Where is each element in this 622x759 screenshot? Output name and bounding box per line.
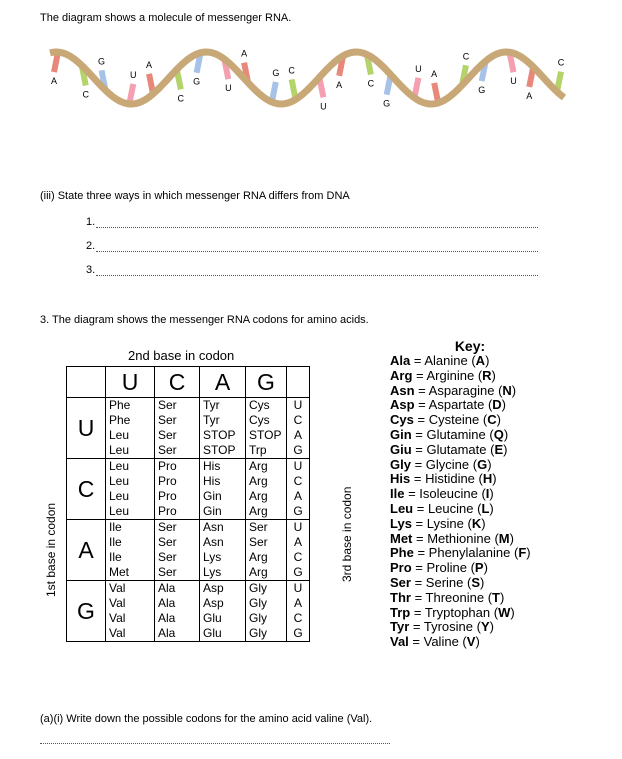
amino-acid-abbr: Arg	[249, 550, 268, 564]
third-base-letter: C	[293, 474, 303, 488]
key-name: Glutamate	[426, 441, 487, 457]
amino-acid-abbr: Phe	[109, 413, 131, 427]
third-base-letter: G	[293, 443, 303, 457]
key-name: Glutamine	[426, 426, 486, 442]
key-item: Trp = Tryptophan (W)	[390, 604, 515, 620]
intro-text: The diagram shows a molecule of messenger RNA.	[40, 12, 292, 24]
third-base-label: 3rd base in codon	[340, 486, 354, 582]
key-abbr: Ile	[390, 486, 405, 502]
first-base-letter: C	[67, 459, 106, 520]
codon-cell	[246, 459, 287, 520]
key-abbr: Asp	[390, 397, 415, 413]
base-letter: A	[526, 90, 533, 101]
third-base-letter: G	[293, 565, 303, 579]
key-abbr: Ser	[390, 574, 411, 590]
amino-acid-abbr: Tyr	[203, 413, 220, 427]
base-letter: U	[510, 76, 517, 87]
third-base-letter: U	[293, 520, 303, 534]
key-item: His = Histidine (H)	[390, 471, 497, 487]
amino-acid-abbr: Ala	[158, 626, 176, 640]
base-letter: A	[336, 79, 343, 90]
key-item: Gly = Glycine (G)	[390, 456, 492, 472]
key-abbr: Pro	[390, 560, 412, 576]
base-letter: G	[98, 56, 106, 67]
third-base-letter: C	[293, 611, 303, 625]
third-base-letter: C	[293, 550, 303, 564]
key-code: I	[485, 486, 490, 502]
amino-acid-abbr: Leu	[109, 428, 130, 442]
amino-acid-abbr: Leu	[109, 459, 130, 473]
base-letter: A	[50, 76, 58, 87]
amino-acid-abbr: Arg	[249, 565, 268, 579]
key-name: Glycine	[425, 456, 470, 472]
third-base-letter: A	[293, 535, 302, 549]
key-name: Serine	[425, 574, 464, 590]
first-base-letter: U	[67, 398, 106, 459]
key-code: Y	[480, 619, 490, 635]
codon-block-row	[67, 581, 310, 642]
third-base-cell	[287, 459, 310, 520]
codon-cell	[246, 581, 287, 642]
codon-cell	[200, 520, 246, 581]
key-code: Q	[493, 426, 504, 442]
amino-acid-abbr: Pro	[158, 474, 177, 488]
key-code: N	[502, 382, 512, 398]
amino-acid-abbr: Asp	[203, 596, 224, 610]
codon-cell	[200, 581, 246, 642]
base-letter: C	[367, 78, 375, 89]
key-abbr: Gin	[390, 426, 412, 442]
third-base-letter: G	[293, 504, 303, 518]
amino-acid-abbr: Tyr	[203, 398, 220, 412]
key-item: Lys = Lysine (K)	[390, 515, 486, 531]
key-name: Histidine	[425, 471, 475, 487]
key-abbr: Tyr	[390, 619, 410, 635]
key-item: Phe = Phenylalanine (F)	[390, 545, 531, 561]
key-name: Tyrosine	[423, 619, 473, 635]
key-abbr: Giu	[390, 441, 412, 457]
answer-line-2[interactable]	[96, 251, 538, 252]
amino-acid-abbr: Ala	[158, 596, 176, 610]
key-abbr: Val	[390, 634, 409, 650]
key-name: Valine	[423, 634, 459, 650]
mrna-diagram	[40, 30, 570, 140]
third-base-letter: A	[293, 596, 302, 610]
key-name: Arginine	[426, 367, 475, 383]
answer-line-valine[interactable]	[40, 743, 390, 744]
amino-acid-abbr: STOP	[203, 443, 236, 457]
amino-acid-abbr: Ser	[158, 565, 177, 579]
amino-acid-abbr: Cys	[249, 413, 270, 427]
key-item: Arg = Arginine (R)	[390, 367, 496, 383]
codon-cell	[155, 581, 200, 642]
first-base-letter: G	[67, 581, 106, 642]
header-c: C	[155, 367, 200, 398]
amino-acid-abbr: Ser	[158, 398, 177, 412]
amino-acid-abbr: Phe	[109, 398, 131, 412]
third-base-letter: A	[293, 428, 302, 442]
amino-acid-abbr: Gly	[249, 581, 267, 595]
amino-acid-abbr: His	[203, 474, 221, 488]
amino-acid-abbr: Leu	[109, 443, 130, 457]
third-base-cell	[287, 581, 310, 642]
key-abbr: Arg	[390, 367, 413, 383]
amino-acid-abbr: Asn	[203, 520, 224, 534]
first-base-label: 1st base in codon	[44, 502, 58, 597]
key-name: Aspartate	[428, 397, 485, 413]
base-letter: C	[82, 89, 90, 100]
amino-acid-abbr: Glu	[203, 611, 222, 625]
amino-acid-abbr: Ile	[109, 550, 122, 564]
key-abbr: Cys	[390, 412, 414, 428]
key-item: Pro = Proline (P)	[390, 560, 488, 576]
key-code: H	[482, 471, 493, 487]
amino-acid-abbr: Arg	[249, 459, 268, 473]
key-abbr: Met	[390, 530, 413, 546]
codon-table	[66, 366, 310, 642]
key-name: Lysine	[426, 515, 464, 531]
amino-acid-abbr: Ser	[158, 428, 177, 442]
amino-acid-abbr: Gin	[203, 489, 222, 503]
amino-acid-abbr: Met	[109, 565, 130, 579]
header-a: A	[200, 367, 246, 398]
amino-acid-abbr: Ser	[158, 550, 177, 564]
amino-acid-abbr: Cys	[249, 398, 270, 412]
amino-acid-abbr: Lys	[203, 565, 222, 579]
key-list	[390, 354, 550, 650]
key-item: Giu = Glutamate (E)	[390, 441, 508, 457]
amino-acid-abbr: Lys	[203, 550, 222, 564]
amino-acid-abbr: Ile	[109, 535, 122, 549]
amino-acid-abbr: STOP	[203, 428, 236, 442]
key-item: Gin = Glutamine (Q)	[390, 426, 509, 442]
amino-acid-abbr: Glu	[203, 626, 222, 640]
key-item: Met = Methionine (M)	[390, 530, 514, 546]
codon-cell	[246, 398, 287, 459]
amino-acid-abbr: Val	[109, 611, 126, 625]
base-letter: C	[177, 93, 185, 104]
key-name: Methionine	[427, 530, 491, 546]
key-abbr: Leu	[390, 500, 414, 516]
amino-acid-abbr: Leu	[109, 489, 130, 503]
codon-cell	[106, 581, 155, 642]
amino-acid-key	[390, 338, 550, 650]
amino-acid-abbr: Ala	[158, 611, 176, 625]
amino-acid-abbr: Pro	[158, 504, 177, 518]
key-code: C	[487, 412, 497, 428]
third-base-cell	[287, 520, 310, 581]
codon-block-row	[67, 459, 310, 520]
amino-acid-abbr: Val	[109, 596, 126, 610]
codon-cell	[155, 520, 200, 581]
key-item: Asp = Aspartate (D)	[390, 397, 507, 413]
key-name: Asparagine	[428, 382, 495, 398]
key-code: E	[494, 441, 504, 457]
amino-acid-abbr: Ser	[249, 535, 268, 549]
answer-line-1[interactable]	[96, 227, 538, 228]
base-letter: G	[272, 68, 280, 79]
header-u: U	[106, 367, 155, 398]
amino-acid-abbr: Ile	[109, 520, 122, 534]
amino-acid-abbr: Ser	[249, 520, 268, 534]
key-item: Ile = Isoleucine (I)	[390, 486, 494, 502]
base-letter: A	[431, 68, 438, 79]
key-item: Leu = Leucine (L)	[390, 500, 494, 516]
codon-cell	[200, 398, 246, 459]
base-letter: G	[193, 76, 201, 87]
answer-number-3: 3.	[86, 264, 96, 276]
third-base-letter: C	[293, 413, 303, 427]
amino-acid-abbr: Pro	[158, 459, 177, 473]
base-letter: A	[241, 48, 248, 59]
key-item: Ala = Alanine (A)	[390, 353, 490, 368]
question-a-i: (a)(i) Write down the possible codons for the amino acid valine (Val).	[40, 713, 373, 725]
second-base-title: 2nd base in codon	[128, 348, 235, 363]
key-item: Val = Valine (V)	[390, 634, 480, 650]
key-item: Tyr = Tyrosine (Y)	[390, 619, 494, 635]
first-base-letter: A	[67, 520, 106, 581]
answer-line-3[interactable]	[96, 275, 538, 276]
key-name: Phenylalanine	[428, 545, 511, 561]
amino-acid-abbr: Arg	[249, 489, 268, 503]
base-letter: C	[288, 65, 295, 76]
third-base-cell	[287, 398, 310, 459]
key-title: Key:	[454, 338, 486, 354]
key-code: V	[466, 634, 476, 650]
question-3: 3. The diagram shows the messenger RNA codons for amino acids.	[40, 314, 369, 326]
third-base-letter: A	[293, 489, 302, 503]
answer-number-1: 1.	[86, 216, 96, 228]
key-abbr: Phe	[390, 545, 414, 561]
key-abbr: Lys	[390, 515, 412, 531]
base-letter: U	[320, 101, 327, 112]
key-abbr: Thr	[390, 589, 411, 605]
amino-acid-abbr: Gin	[203, 504, 222, 518]
base-letter: C	[557, 57, 565, 68]
key-item: Cys = Cysteine (C)	[390, 412, 501, 428]
key-code: S	[471, 574, 480, 590]
amino-acid-abbr: Val	[109, 581, 126, 595]
key-code: A	[475, 353, 486, 368]
base-letter: C	[462, 51, 470, 62]
codon-cell	[106, 520, 155, 581]
key-code: M	[498, 530, 510, 546]
codon-block-row	[67, 520, 310, 581]
key-name: Cysteine	[428, 412, 480, 428]
key-item: Thr = Threonine (T)	[390, 589, 505, 605]
key-name: Isoleucine	[419, 486, 478, 502]
amino-acid-abbr: Trp	[249, 443, 267, 457]
base-letter: G	[478, 85, 486, 96]
mrna-backbone	[50, 52, 564, 104]
amino-acid-abbr: Ser	[158, 413, 177, 427]
amino-acid-abbr: Ala	[158, 581, 176, 595]
key-name: Tryptophan	[424, 604, 491, 620]
amino-acid-abbr: Gly	[249, 626, 267, 640]
codon-cell	[246, 520, 287, 581]
third-base-letter: G	[293, 626, 303, 640]
key-code: L	[481, 500, 490, 516]
base-letter: G	[383, 98, 391, 109]
amino-acid-abbr: Asp	[203, 581, 224, 595]
third-base-letter: U	[293, 459, 303, 473]
amino-acid-abbr: Gly	[249, 596, 267, 610]
base-letter: U	[415, 63, 422, 74]
base-letter: U	[130, 69, 137, 80]
amino-acid-abbr: Asn	[203, 535, 224, 549]
key-abbr: His	[390, 471, 411, 487]
third-base-letter: U	[293, 581, 303, 595]
key-name: Alanine	[424, 353, 468, 368]
key-abbr: Asn	[390, 382, 415, 398]
key-name: Leucine	[427, 500, 474, 516]
key-abbr: Ala	[390, 353, 411, 368]
key-item: Ser = Serine (S)	[390, 574, 485, 590]
key-code: P	[474, 560, 484, 576]
third-base-letter: U	[293, 398, 303, 412]
table-header-row	[67, 367, 310, 398]
base-letter: U	[225, 83, 232, 94]
amino-acid-abbr: Arg	[249, 474, 268, 488]
answer-number-2: 2.	[86, 240, 96, 252]
key-code: R	[482, 367, 492, 383]
codon-cell	[200, 459, 246, 520]
codon-cell	[106, 459, 155, 520]
amino-acid-abbr: Ser	[158, 535, 177, 549]
key-item: Asn = Asparagine (N)	[390, 382, 517, 398]
question-iii: (iii) State three ways in which messenger RNA differs from DNA	[40, 190, 350, 202]
key-code: T	[492, 589, 500, 605]
key-abbr: Gly	[390, 456, 411, 472]
key-abbr: Trp	[390, 604, 411, 620]
amino-acid-abbr: Pro	[158, 489, 177, 503]
amino-acid-abbr: Ser	[158, 520, 177, 534]
codon-cell	[106, 398, 155, 459]
codon-cell	[155, 459, 200, 520]
key-code: W	[498, 604, 511, 620]
key-name: Proline	[426, 560, 467, 576]
amino-acid-abbr: Val	[109, 626, 126, 640]
amino-acid-abbr: Arg	[249, 504, 268, 518]
amino-acid-abbr: Leu	[109, 474, 130, 488]
key-code: K	[471, 515, 482, 531]
codon-cell	[155, 398, 200, 459]
key-code: G	[477, 456, 488, 472]
header-g: G	[246, 367, 287, 398]
base-letter: A	[146, 59, 153, 70]
amino-acid-abbr: His	[203, 459, 221, 473]
amino-acid-abbr: Ser	[158, 443, 177, 457]
amino-acid-abbr: STOP	[249, 428, 282, 442]
amino-acid-abbr: Gly	[249, 611, 267, 625]
codon-block-row	[67, 398, 310, 459]
amino-acid-abbr: Leu	[109, 504, 130, 518]
key-code: D	[492, 397, 502, 413]
key-code: F	[518, 545, 527, 561]
key-name: Threonine	[425, 589, 485, 605]
